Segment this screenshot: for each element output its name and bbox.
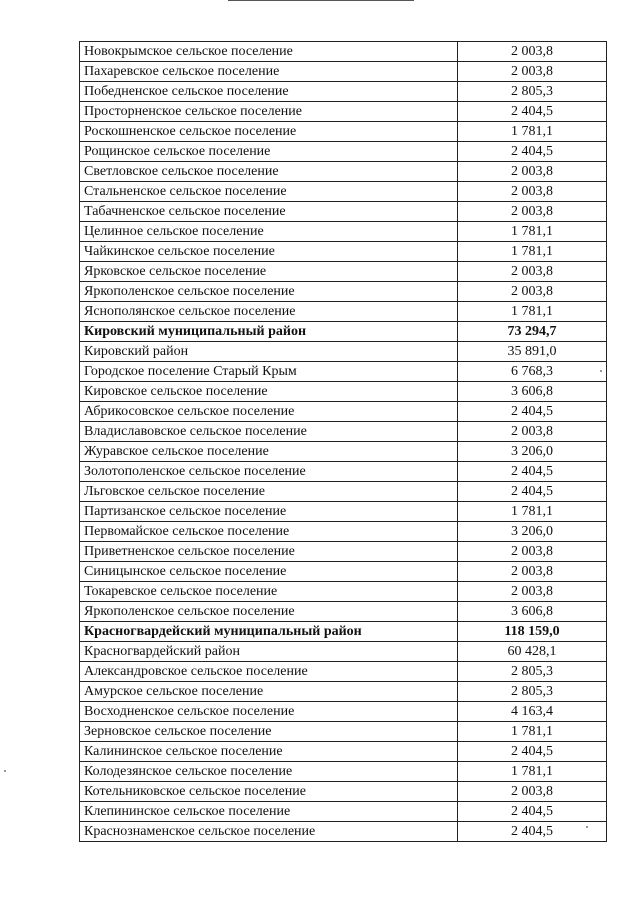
table-row xyxy=(80,462,607,482)
settlement-name: Яркополенское сельское поселение xyxy=(80,602,458,622)
table-row xyxy=(80,262,607,282)
table-row xyxy=(80,282,607,302)
settlement-name: Александровское сельское поселение xyxy=(80,662,458,682)
amount-value: 3 206,0 xyxy=(458,442,607,462)
district-total-row xyxy=(80,322,607,342)
settlement-name: Рощинское сельское поселение xyxy=(80,142,458,162)
table-row xyxy=(80,682,607,702)
amount-value: 1 781,1 xyxy=(458,122,607,142)
table-body xyxy=(80,42,607,842)
settlement-name: Кировский район xyxy=(80,342,458,362)
settlement-name: Калининское сельское поселение xyxy=(80,742,458,762)
district-total-row xyxy=(80,622,607,642)
table-row xyxy=(80,342,607,362)
amount-value: 2 404,5 xyxy=(458,742,607,762)
amount-value: 2 003,8 xyxy=(458,182,607,202)
settlement-name: Табачненское сельское поселение xyxy=(80,202,458,222)
amount-value: 3 206,0 xyxy=(458,522,607,542)
amount-value: 2 404,5 xyxy=(458,142,607,162)
amount-value: 2 404,5 xyxy=(458,402,607,422)
settlement-name: Золотополенское сельское поселение xyxy=(80,462,458,482)
table-row xyxy=(80,522,607,542)
settlement-name: Чайкинское сельское поселение xyxy=(80,242,458,262)
settlement-name: Просторненское сельское поселение xyxy=(80,102,458,122)
settlement-name: Яркополенское сельское поселение xyxy=(80,282,458,302)
table-row xyxy=(80,102,607,122)
settlement-name: Восходненское сельское поселение xyxy=(80,702,458,722)
settlement-name: Амурское сельское поселение xyxy=(80,682,458,702)
amount-value: 2 404,5 xyxy=(458,102,607,122)
settlement-name: Кировское сельское поселение xyxy=(80,382,458,402)
amount-value: 2 805,3 xyxy=(458,682,607,702)
settlement-name: Яснополянское сельское поселение xyxy=(80,302,458,322)
table-row xyxy=(80,822,607,842)
settlement-name: Владиславовское сельское поселение xyxy=(80,422,458,442)
settlement-name: Абрикосовское сельское поселение xyxy=(80,402,458,422)
settlement-name: Зерновское сельское поселение xyxy=(80,722,458,742)
settlement-name: Котельниковское сельское поселение xyxy=(80,782,458,802)
amount-value: 2 003,8 xyxy=(458,162,607,182)
amount-value: 1 781,1 xyxy=(458,762,607,782)
amount-value: 35 891,0 xyxy=(458,342,607,362)
amount-value: 2 003,8 xyxy=(458,422,607,442)
scan-speck xyxy=(600,370,602,372)
table-row xyxy=(80,42,607,62)
table-row xyxy=(80,642,607,662)
table-row xyxy=(80,242,607,262)
settlement-name: Целинное сельское поселение xyxy=(80,222,458,242)
table-row xyxy=(80,802,607,822)
table-row xyxy=(80,202,607,222)
settlement-name: Синицынское сельское поселение xyxy=(80,562,458,582)
settlement-name: Новокрымское сельское поселение xyxy=(80,42,458,62)
table-row xyxy=(80,222,607,242)
amount-value: 2 003,8 xyxy=(458,582,607,602)
scan-speck xyxy=(4,770,6,772)
amount-value: 118 159,0 xyxy=(458,622,607,642)
amount-value: 2 404,5 xyxy=(458,802,607,822)
table-row xyxy=(80,782,607,802)
amount-value: 2 404,5 xyxy=(458,822,607,842)
amount-value: 2 003,8 xyxy=(458,782,607,802)
table-row xyxy=(80,602,607,622)
table-row xyxy=(80,122,607,142)
table-row xyxy=(80,442,607,462)
table-row xyxy=(80,142,607,162)
table-row xyxy=(80,542,607,562)
amount-value: 1 781,1 xyxy=(458,302,607,322)
amount-value: 4 163,4 xyxy=(458,702,607,722)
amount-value: 2 003,8 xyxy=(458,42,607,62)
settlement-name: Краснознаменское сельское поселение xyxy=(80,822,458,842)
settlement-name: Льговское сельское поселение xyxy=(80,482,458,502)
amount-value: 2 404,5 xyxy=(458,462,607,482)
amount-value: 6 768,3 xyxy=(458,362,607,382)
settlement-name: Победненское сельское поселение xyxy=(80,82,458,102)
amount-value: 2 003,8 xyxy=(458,542,607,562)
table-row xyxy=(80,482,607,502)
amount-value: 2 003,8 xyxy=(458,262,607,282)
settlement-name: Ярковское сельское поселение xyxy=(80,262,458,282)
top-rule xyxy=(228,0,414,1)
settlement-name: Клепининское сельское поселение xyxy=(80,802,458,822)
settlement-name: Кировский муниципальный район xyxy=(80,322,458,342)
table-row xyxy=(80,382,607,402)
amount-value: 1 781,1 xyxy=(458,222,607,242)
table-row xyxy=(80,422,607,442)
settlement-name: Пахаревское сельское поселение xyxy=(80,62,458,82)
amount-value: 1 781,1 xyxy=(458,242,607,262)
settlement-name: Роскошненское сельское поселение xyxy=(80,122,458,142)
amount-value: 1 781,1 xyxy=(458,722,607,742)
amount-value: 2 003,8 xyxy=(458,202,607,222)
table-row xyxy=(80,582,607,602)
settlement-name: Красногвардейский муниципальный район xyxy=(80,622,458,642)
table-row xyxy=(80,742,607,762)
table-row xyxy=(80,402,607,422)
settlement-name: Красногвардейский район xyxy=(80,642,458,662)
scan-speck xyxy=(586,826,588,828)
table-row xyxy=(80,182,607,202)
settlement-name: Журавское сельское поселение xyxy=(80,442,458,462)
table-row xyxy=(80,722,607,742)
table-row xyxy=(80,662,607,682)
amount-value: 2 003,8 xyxy=(458,62,607,82)
settlement-name: Токаревское сельское поселение xyxy=(80,582,458,602)
table-row xyxy=(80,82,607,102)
table-row xyxy=(80,702,607,722)
settlement-name: Партизанское сельское поселение xyxy=(80,502,458,522)
amount-value: 2 003,8 xyxy=(458,282,607,302)
table-row xyxy=(80,62,607,82)
amount-value: 2 805,3 xyxy=(458,662,607,682)
amount-value: 2 003,8 xyxy=(458,562,607,582)
settlement-name: Городское поселение Старый Крым xyxy=(80,362,458,382)
amount-value: 3 606,8 xyxy=(458,602,607,622)
table-row xyxy=(80,562,607,582)
table-row xyxy=(80,162,607,182)
table-row xyxy=(80,762,607,782)
settlement-name: Колодезянское сельское поселение xyxy=(80,762,458,782)
table-row xyxy=(80,502,607,522)
amount-value: 2 404,5 xyxy=(458,482,607,502)
amount-value: 73 294,7 xyxy=(458,322,607,342)
budget-table xyxy=(79,41,607,842)
settlement-name: Стальненское сельское поселение xyxy=(80,182,458,202)
table-row xyxy=(80,302,607,322)
settlement-name: Приветненское сельское поселение xyxy=(80,542,458,562)
amount-value: 2 805,3 xyxy=(458,82,607,102)
settlement-name: Первомайское сельское поселение xyxy=(80,522,458,542)
amount-value: 1 781,1 xyxy=(458,502,607,522)
settlement-name: Светловское сельское поселение xyxy=(80,162,458,182)
table-row xyxy=(80,362,607,382)
amount-value: 60 428,1 xyxy=(458,642,607,662)
amount-value: 3 606,8 xyxy=(458,382,607,402)
